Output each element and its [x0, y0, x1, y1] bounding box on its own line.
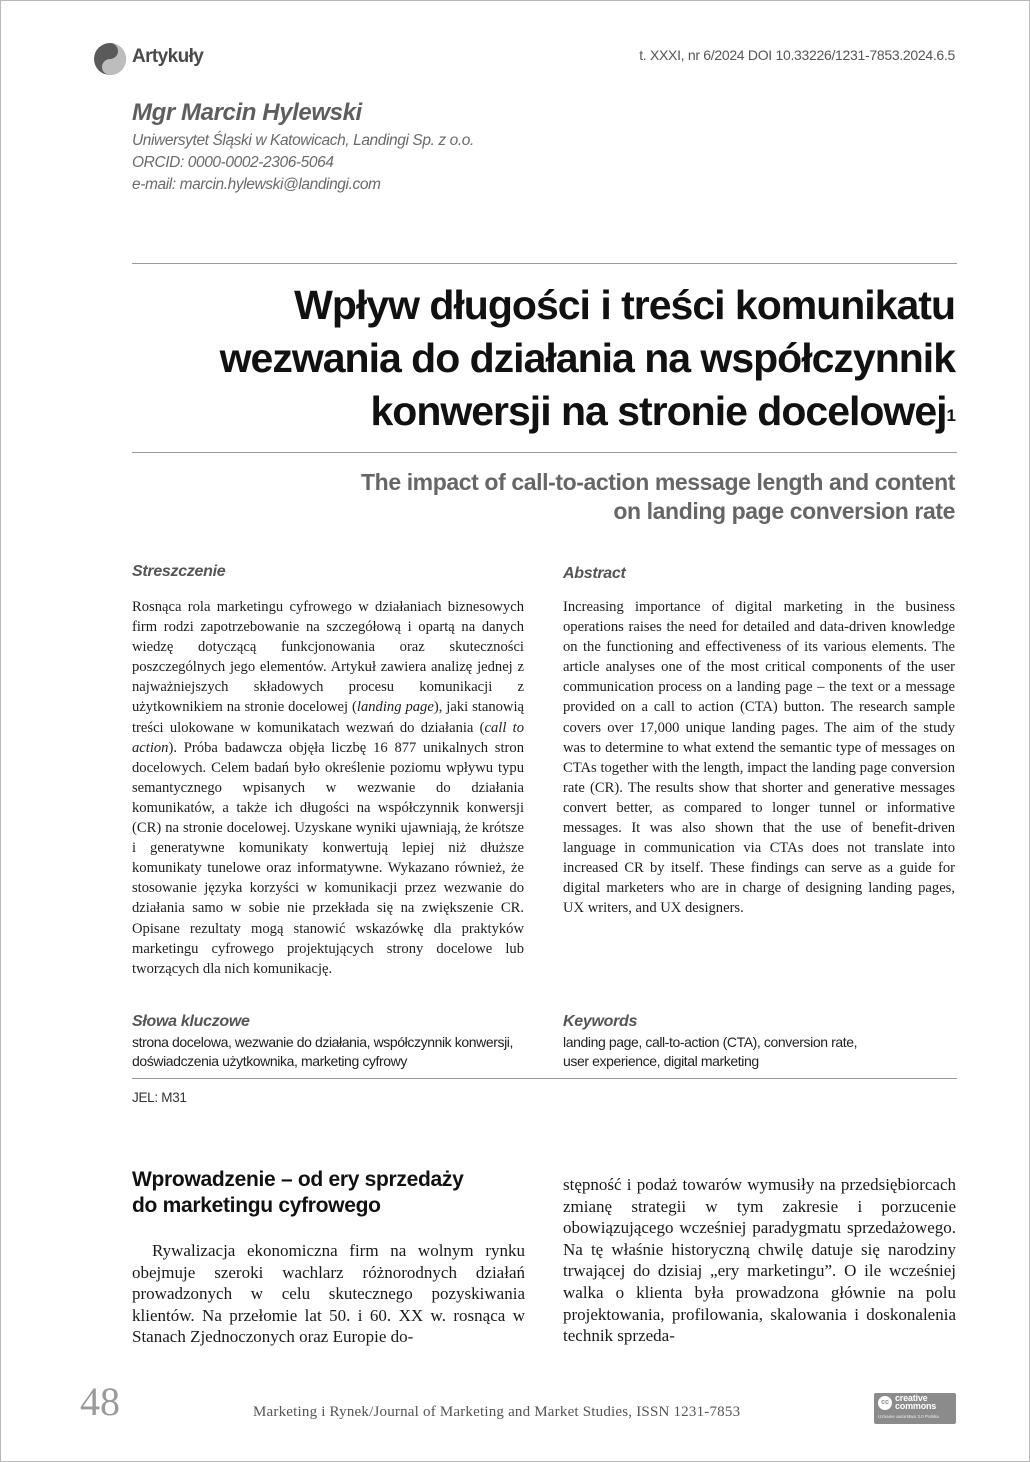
body-text-left: Rywalizacja ekonomiczna firm na wolnym rynku obejmuje szeroki wachlarz różnorodnych działań prowadzonych w celu skutecznego pozyskiwania klientów. Na przełomie lat 50. i 60. XX w. rosnąca w Stanach Zjednoczonych oraz Europie do- [132, 1241, 525, 1347]
abstract-pl-heading: Streszczenie [132, 563, 226, 580]
journal-logo-icon [93, 42, 127, 76]
keywords-line: landing page, call-to-action (CTA), conversion rate, [563, 1034, 858, 1050]
creative-commons-badge[interactable] [874, 1393, 956, 1424]
section-heading-line: do marketingu cyfrowego [132, 1194, 381, 1217]
author-orcid: ORCID: 0000-0002-2306-5064 [132, 154, 334, 171]
page-number: 48 [80, 1379, 120, 1424]
abstract-pl-emphasis: landing page [356, 699, 434, 716]
body-text-right: stępność i podaż towarów wymusiły na przedsiębiorcach zmianę strategii w tym zakresie i porzucenie obowiązującego wcześniej paradygmatu sprzedażowego. Na tę właśnie historyczną chwilę datuje się narodziny trwającej do dzisiaj „ery marketingu”. O ile wcześniej walka o klienta była prowadzona głównie na polu projektowania, profilowania, skalowania i doskonalenia technik sprzeda- [563, 1175, 956, 1346]
keywords-line: user experience, digital marketing [563, 1053, 759, 1069]
cc-name [895, 1394, 936, 1410]
keywords-pl [132, 1033, 527, 1071]
author-affiliation: Uniwersytet Śląski w Katowicach, Landingi Sp. z o.o. [132, 132, 474, 149]
cc-icon: cc [878, 1396, 892, 1410]
cc-license-note: Uznanie autorstwa 3.0 Polska [878, 1414, 939, 1419]
abstract-pl-part: ). Próba badawcza objęła liczbę 16 877 unikalnych stron docelowych. Celem badań było określenie poziomu wpływu typu semantycznego wpisanych w wezwanie do działania komunikatów, a także ich długości na współczynnik konwersji (CR) na stronie docelowej. Uzyskane wyniki ujawniają, że krótsze i generatywne komunikaty konwertują lepiej niż dłuższe komunikaty tunelowe oraz informatywne. Wykazano również, że stosowanie języka korzyści w komunikacji przez wezwanie do działania samo w sobie nie przekłada się na zwiększenie CR. Opisane rezultaty mogą stanowić wskazówkę dla praktyków marketingu cyfrowego projektujących strony docelowe lub tworzących dla nich komunikację. [132, 739, 524, 977]
section-label: Artykuły [132, 46, 204, 67]
subtitle-line: The impact of call-to-action message length and content [361, 469, 955, 495]
title-line: wezwania do działania na współczynnik [219, 335, 955, 381]
abstract-pl-text [132, 597, 524, 979]
title-line-text: konwersji na stronie docelowej [370, 388, 947, 434]
footnote-mark[interactable]: 1 [946, 406, 955, 425]
abstract-pl-part: Rosnąca rola marketingu cyfrowego w działaniach biznesowych firm rodzi zapotrzebowanie na szczegółową i opartą na danych wiedzę dotyczącą funkcjonowania oraz skuteczności poszczególnych jego elementów. Artykuł zawiera analizę jednej z najważniejszych składowych procesu komunikacji z użytkownikiem na stronie docelowej ( [132, 599, 524, 716]
keywords-line: doświadczenia użytkownika, marketing cyfrowy [132, 1053, 407, 1069]
cc-name-line: commons [895, 1401, 937, 1411]
keywords-en-heading: Keywords [563, 1013, 638, 1030]
author-name: Mgr Marcin Hylewski [132, 99, 362, 126]
title-line [175, 385, 955, 438]
journal-citation: Marketing i Rynek/Journal of Marketing and Market Studies, ISSN 1231-7853 [253, 1404, 741, 1420]
abstract-pl-part: ), jaki stanowią treści ulokowane w komunikatach wezwań do działania ( [132, 699, 524, 736]
abstract-en-heading: Abstract [563, 565, 626, 582]
divider [132, 263, 957, 264]
divider [132, 1078, 957, 1079]
cc-name-line: creative [895, 1393, 928, 1403]
divider [132, 452, 957, 453]
title-line: Wpływ długości i treści komunikatu [294, 282, 955, 328]
article-title [175, 279, 955, 438]
keywords-line: strona docelowa, wezwanie do działania, współczynnik konwersji, [132, 1034, 514, 1050]
abstract-pl-emphasis: call to action [132, 719, 524, 756]
keywords-en [563, 1033, 958, 1071]
author-email: e-mail: marcin.hylewski@landingi.com [132, 176, 381, 193]
abstract-en-text: Increasing importance of digital marketing in the business operations raises the need for detailed and data-driven knowledge on the functioning and effectiveness of its various elements. The article analyses one of the most critical components of the user communication process on a landing page – the text or a message provided on a call to action (CTA) button. The research sample covers over 17,000 unique landing pages. The aim of the study was to determine to what extend the semantic type of messages on CTAs together with the length, impact the landing page conversion rate (CR). The results show that shorter and generative messages convert better, as compared to longer tunnel or informative messages. It was also shown that the use of benefit-driven language in communication via CTAs does not translate into increased CR by itself. These findings can serve as a guide for digital marketers who are in charge of designing landing pages, UX writers, and UX designers. [563, 599, 955, 917]
section-heading-line: Wprowadzenie – od ery sprzedaży [132, 1168, 464, 1191]
article-subtitle [255, 468, 955, 526]
keywords-pl-heading: Słowa kluczowe [132, 1013, 250, 1030]
issue-doi: t. XXXI, nr 6/2024 DOI 10.33226/1231-7853.2024.6.5 [639, 47, 955, 63]
section-heading [132, 1167, 524, 1219]
jel-code: JEL: M31 [132, 1090, 187, 1105]
subtitle-line: on landing page conversion rate [613, 498, 955, 524]
